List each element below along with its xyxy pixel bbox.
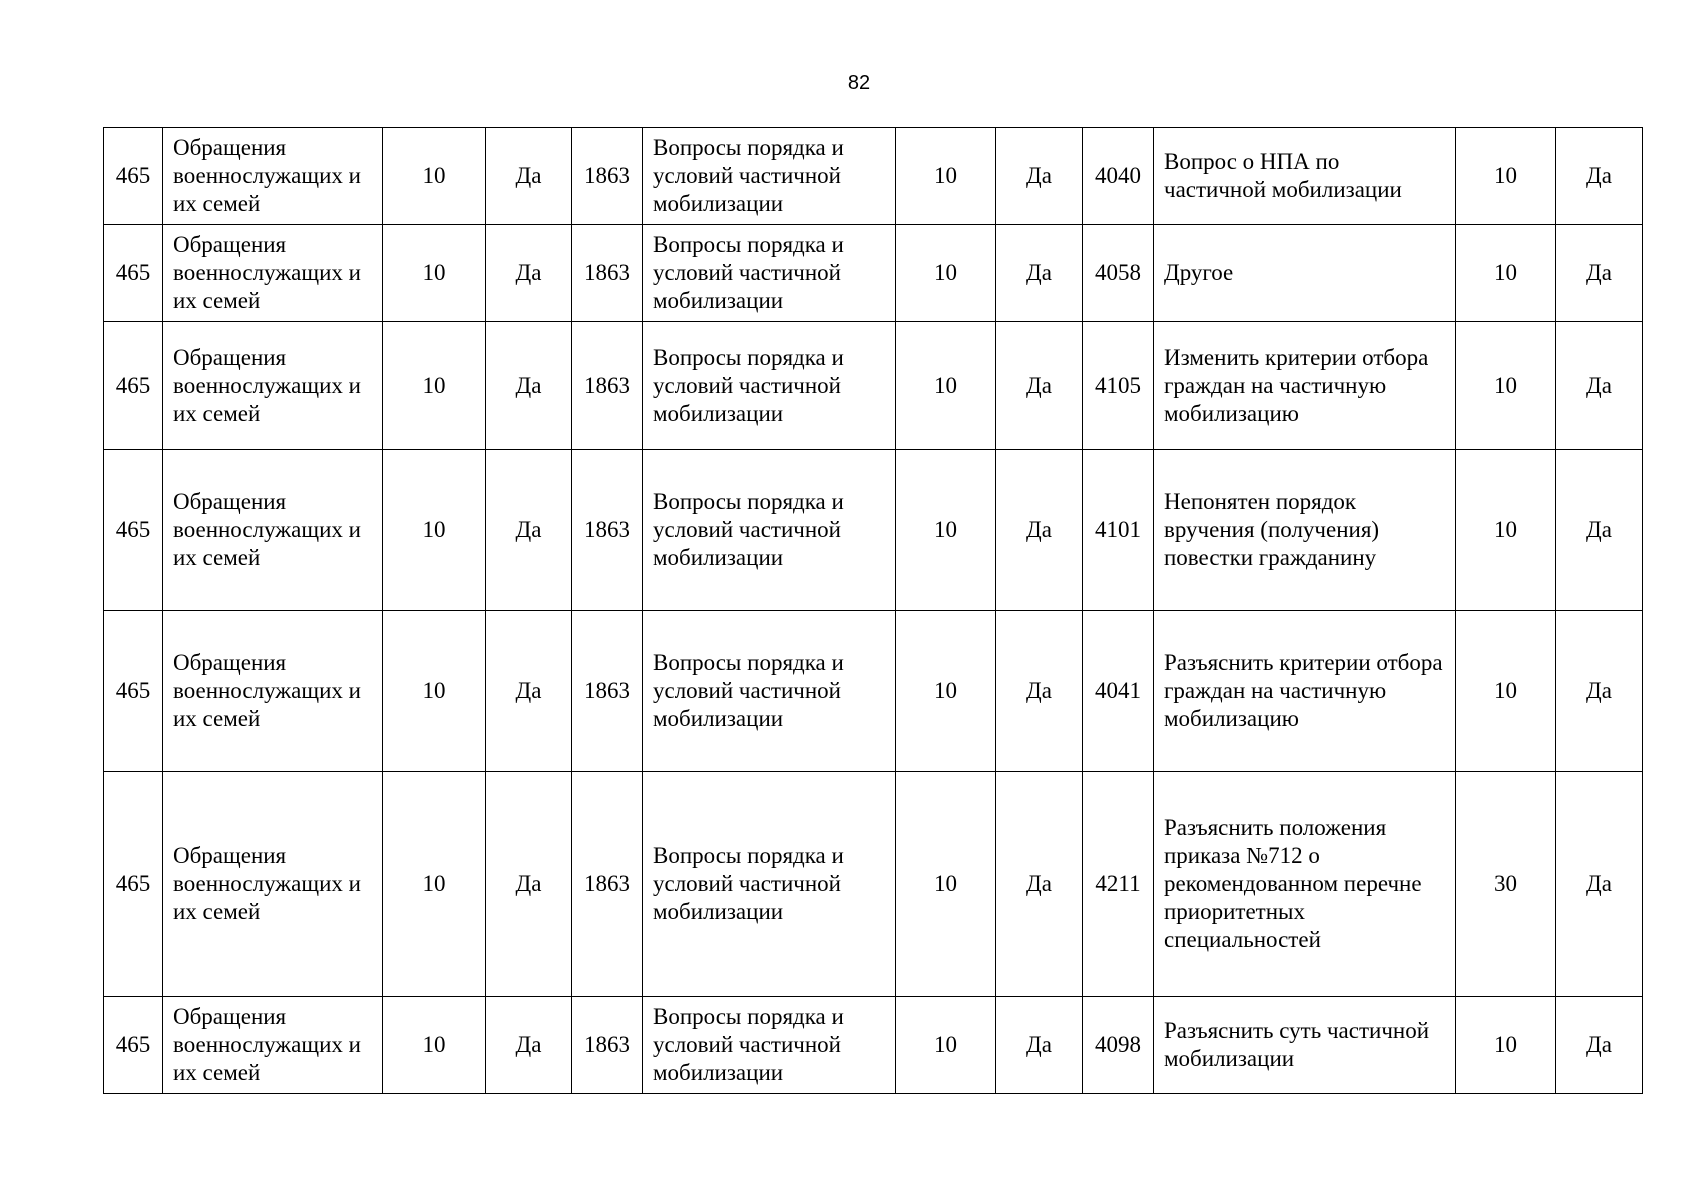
cell-code: 465 xyxy=(104,772,163,997)
cell-flag: Да xyxy=(996,450,1083,611)
cell-flag: Да xyxy=(486,450,572,611)
cell-term: 10 xyxy=(1456,450,1556,611)
table-row xyxy=(104,772,1643,997)
cell-term: 10 xyxy=(896,225,996,322)
cell-code: 4040 xyxy=(1083,128,1154,225)
cell-flag: Да xyxy=(1556,128,1643,225)
cell-category: Обращения военнослужащих и их семей xyxy=(163,450,383,611)
cell-topic: Вопросы порядка и условий частичной мобилизации xyxy=(643,997,896,1094)
cell-flag: Да xyxy=(996,128,1083,225)
cell-term: 10 xyxy=(383,611,486,772)
cell-question: Разъяснить суть частичной мобилизации xyxy=(1154,997,1456,1094)
cell-flag: Да xyxy=(996,322,1083,450)
cell-code: 1863 xyxy=(572,225,643,322)
cell-flag: Да xyxy=(996,772,1083,997)
cell-term: 10 xyxy=(1456,128,1556,225)
cell-topic: Вопросы порядка и условий частичной мобилизации xyxy=(643,322,896,450)
cell-code: 465 xyxy=(104,128,163,225)
cell-code: 1863 xyxy=(572,128,643,225)
cell-topic: Вопросы порядка и условий частичной мобилизации xyxy=(643,225,896,322)
cell-question: Вопрос о НПА по частичной мобилизации xyxy=(1154,128,1456,225)
cell-question: Разъяснить положения приказа №712 о рекомендованном перечне приоритетных специальностей xyxy=(1154,772,1456,997)
table-row xyxy=(104,225,1643,322)
cell-code: 1863 xyxy=(572,611,643,772)
cell-code: 1863 xyxy=(572,997,643,1094)
cell-term: 10 xyxy=(896,997,996,1094)
cell-term: 10 xyxy=(383,322,486,450)
cell-flag: Да xyxy=(996,611,1083,772)
cell-code: 4098 xyxy=(1083,997,1154,1094)
cell-question: Другое xyxy=(1154,225,1456,322)
cell-code: 1863 xyxy=(572,322,643,450)
cell-code: 465 xyxy=(104,997,163,1094)
cell-code: 4101 xyxy=(1083,450,1154,611)
cell-term: 10 xyxy=(896,611,996,772)
cell-topic: Вопросы порядка и условий частичной мобилизации xyxy=(643,128,896,225)
cell-category: Обращения военнослужащих и их семей xyxy=(163,128,383,225)
cell-term: 10 xyxy=(1456,225,1556,322)
cell-term: 10 xyxy=(896,772,996,997)
cell-question: Разъяснить критерии отбора граждан на частичную мобилизацию xyxy=(1154,611,1456,772)
cell-code: 4211 xyxy=(1083,772,1154,997)
table-row xyxy=(104,611,1643,772)
cell-category: Обращения военнослужащих и их семей xyxy=(163,772,383,997)
cell-flag: Да xyxy=(996,225,1083,322)
cell-code: 4105 xyxy=(1083,322,1154,450)
cell-topic: Вопросы порядка и условий частичной мобилизации xyxy=(643,611,896,772)
cell-term: 10 xyxy=(896,322,996,450)
cell-code: 465 xyxy=(104,225,163,322)
cell-term: 10 xyxy=(1456,611,1556,772)
cell-term: 10 xyxy=(383,225,486,322)
cell-flag: Да xyxy=(1556,611,1643,772)
cell-term: 10 xyxy=(1456,322,1556,450)
table-row xyxy=(104,322,1643,450)
page-number: 82 xyxy=(847,72,871,94)
cell-flag: Да xyxy=(486,322,572,450)
table-row xyxy=(104,128,1643,225)
cell-flag: Да xyxy=(1556,322,1643,450)
cell-category: Обращения военнослужащих и их семей xyxy=(163,997,383,1094)
cell-category: Обращения военнослужащих и их семей xyxy=(163,611,383,772)
classification-table xyxy=(103,127,1643,1094)
cell-term: 10 xyxy=(383,128,486,225)
cell-code: 465 xyxy=(104,611,163,772)
cell-code: 1863 xyxy=(572,450,643,611)
cell-term: 10 xyxy=(896,128,996,225)
cell-flag: Да xyxy=(486,611,572,772)
cell-term: 10 xyxy=(896,450,996,611)
cell-question: Изменить критерии отбора граждан на частичную мобилизацию xyxy=(1154,322,1456,450)
cell-topic: Вопросы порядка и условий частичной мобилизации xyxy=(643,772,896,997)
cell-flag: Да xyxy=(486,997,572,1094)
cell-topic: Вопросы порядка и условий частичной мобилизации xyxy=(643,450,896,611)
cell-flag: Да xyxy=(1556,225,1643,322)
cell-term: 30 xyxy=(1456,772,1556,997)
cell-term: 10 xyxy=(383,450,486,611)
cell-flag: Да xyxy=(486,225,572,322)
cell-flag: Да xyxy=(486,128,572,225)
cell-flag: Да xyxy=(486,772,572,997)
cell-flag: Да xyxy=(1556,450,1643,611)
cell-code: 4041 xyxy=(1083,611,1154,772)
cell-flag: Да xyxy=(1556,772,1643,997)
cell-code: 1863 xyxy=(572,772,643,997)
cell-term: 10 xyxy=(1456,997,1556,1094)
cell-code: 465 xyxy=(104,322,163,450)
table-row xyxy=(104,997,1643,1094)
cell-flag: Да xyxy=(1556,997,1643,1094)
cell-flag: Да xyxy=(996,997,1083,1094)
cell-code: 4058 xyxy=(1083,225,1154,322)
cell-code: 465 xyxy=(104,450,163,611)
cell-term: 10 xyxy=(383,772,486,997)
cell-term: 10 xyxy=(383,997,486,1094)
cell-category: Обращения военнослужащих и их семей xyxy=(163,322,383,450)
cell-question: Непонятен порядок вручения (получения) повестки гражданину xyxy=(1154,450,1456,611)
cell-category: Обращения военнослужащих и их семей xyxy=(163,225,383,322)
table-row xyxy=(104,450,1643,611)
